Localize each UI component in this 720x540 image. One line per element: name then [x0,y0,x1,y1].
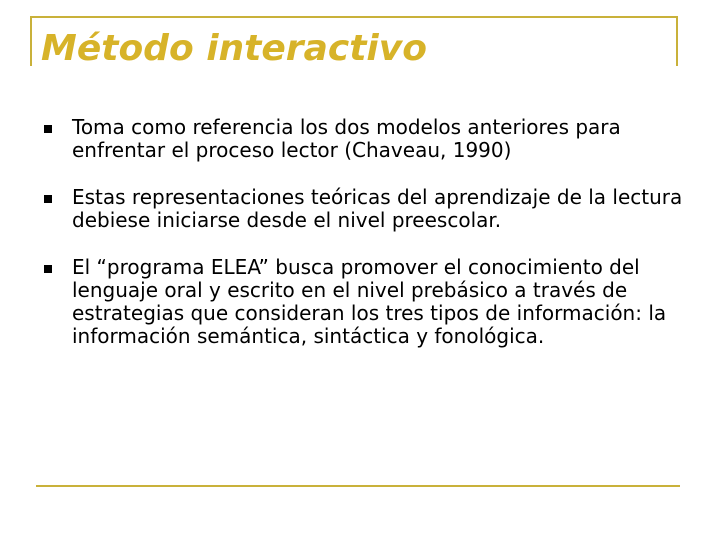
bullet-list [38,116,688,372]
bullet-text: Estas representaciones teóricas del aprendizaje de la lectura debiese iniciarse desde el nivel preescolar. [72,185,683,232]
bullet-text: Toma como referencia los dos modelos anteriores para enfrentar el proceso lector (Chaveau, 1990) [72,115,621,162]
square-bullet-icon [44,195,52,203]
list-item [38,116,688,162]
list-item [38,186,688,232]
slide-title: Método interactivo [33,22,435,76]
square-bullet-icon [44,125,52,133]
list-item [38,256,688,348]
square-bullet-icon [44,265,52,273]
bottom-divider [36,485,680,487]
bullet-text: El “programa ELEA” busca promover el conocimiento del lenguaje oral y escrito en el nivel prebásico a través de estrategias que consideran los tres tipos de información: la información semántica, sintáctica y fonológica. [72,255,667,348]
